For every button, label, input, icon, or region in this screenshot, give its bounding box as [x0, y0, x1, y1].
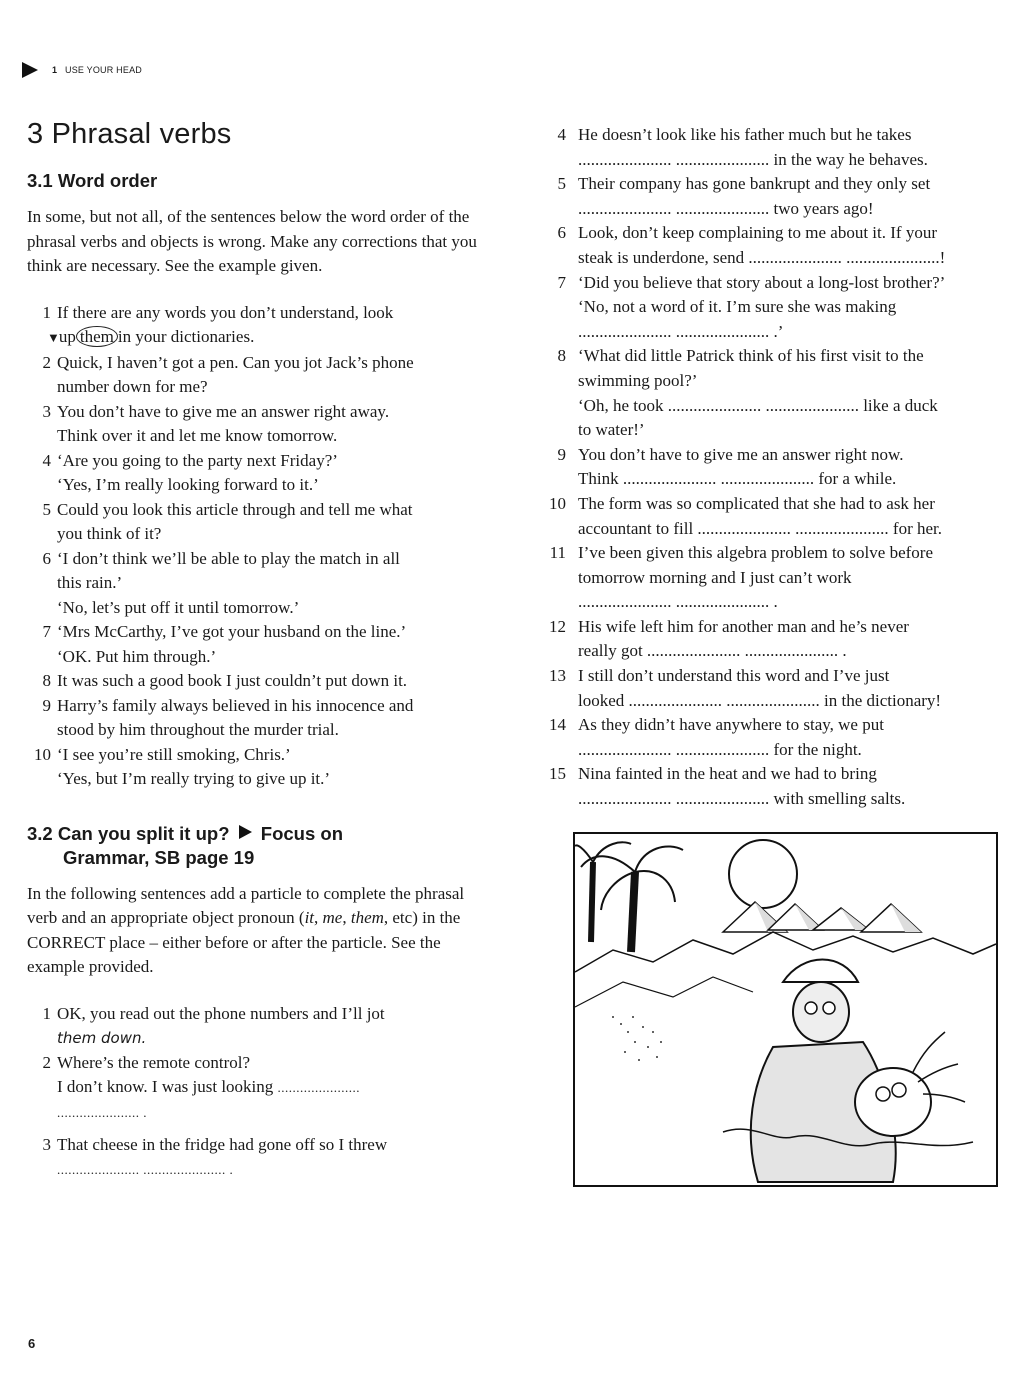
exercise-item: [27, 449, 487, 498]
answer-blank[interactable]: ......................: [277, 1080, 361, 1095]
instructions-sep: ,: [314, 908, 323, 927]
exercise-line: stood by him throughout the murder trial.: [57, 720, 339, 739]
chapter-title: 3 Phrasal verbs: [27, 118, 232, 150]
exercise-number-text: 12: [549, 616, 566, 636]
running-header: [22, 62, 142, 78]
exercise-item: [27, 1002, 487, 1051]
exercise-line: Nina fainted in the heat and we had to bring: [578, 764, 877, 784]
exercise-number: 1: [42, 302, 51, 322]
exercise-number: 1: [42, 1003, 51, 1023]
exercise-text: [578, 713, 1002, 762]
unit-title: USE YOUR HEAD: [65, 65, 142, 75]
instructions-example: them: [350, 908, 384, 927]
exercise-line: ...................... ...................... .’: [578, 321, 784, 341]
exercise-text: [578, 664, 1002, 713]
exercise-line: steak is underdone, send ...................... ......................!: [578, 247, 946, 267]
exercise-number-text: 10: [549, 493, 566, 513]
exercise-number: [540, 172, 578, 221]
exercise-item: [27, 498, 487, 547]
exercise-line: ...................... ...................... .: [578, 592, 778, 612]
exercise-item: [27, 694, 487, 743]
exercise-line: ‘No, let’s put off it until tomorrow.’: [57, 597, 300, 617]
exercise-number: [540, 443, 578, 492]
play-arrow-icon: [239, 825, 252, 839]
exercise-number: 3: [42, 401, 51, 421]
exercise-line: His wife left him for another man and he’s never: [578, 616, 909, 636]
exercise-number-text: 6: [557, 223, 566, 243]
exercise-text: [57, 547, 487, 621]
exercise-line: ...................... ...................... in the way he behaves.: [578, 149, 928, 169]
exercise-number: 2: [42, 1052, 51, 1072]
exercise-text: [57, 449, 487, 498]
exercise-number: [540, 221, 578, 270]
exercise-line: Look, don’t keep complaining to me about it. If your: [578, 223, 937, 243]
exercise-line: It was such a good book I just couldn’t put down it.: [57, 671, 408, 690]
section-instructions: [27, 882, 487, 980]
exercise-text: [578, 221, 1002, 270]
exercise-item: [540, 123, 1002, 172]
exercise-line: OK, you read out the phone numbers and I’ll jot: [57, 1003, 385, 1023]
exercise-number-text: 8: [557, 346, 566, 366]
exercise-line: Quick, I haven’t got a pen. Can you jot Jack’s phone: [57, 352, 414, 372]
exercise-text: [57, 694, 487, 743]
exercise-line: I’ve been given this algebra problem to solve before: [578, 543, 933, 563]
answer-blank[interactable]: ...................... .: [57, 1104, 147, 1120]
exercise-number: [540, 762, 578, 811]
exercise-line: ‘Yes, I’m really looking forward to it.’: [57, 475, 319, 494]
exercise-line: Could you look this article through and tell me what: [57, 499, 413, 519]
instructions-text: , etc) in the CORRECT place – either before or after the particle. See the example provided.: [27, 908, 461, 976]
exercise-item: [540, 541, 1002, 615]
instructions-sep: ,: [342, 908, 351, 927]
exercise-text: [578, 271, 1002, 345]
exercise-number: 9: [42, 695, 51, 715]
exercise-list-continued: [540, 123, 1002, 812]
exercise-number-text: 15: [549, 764, 566, 784]
unit-number: 1: [52, 65, 58, 75]
exercise-number: 8: [42, 671, 51, 690]
exercise-line: [47, 325, 487, 351]
exercise-line: ‘Mrs McCarthy, I’ve got your husband on the line.’: [57, 622, 407, 641]
exercise-number: [540, 344, 578, 442]
exercise-number: [540, 123, 578, 172]
exercise-line: I still don’t understand this word and I’ve just: [578, 666, 890, 686]
exercise-line: If there are any words you don’t understand, look: [57, 302, 394, 322]
exercise-number: [540, 492, 578, 541]
page-number: 6: [28, 1336, 36, 1351]
exercise-item: [27, 1051, 487, 1126]
exercise-number-text: 11: [549, 543, 566, 563]
exercise-line: you think of it?: [57, 524, 162, 543]
exercise-item: [540, 221, 1002, 270]
exercise-text: [578, 344, 1002, 442]
exercise-line: Think ...................... ...................... for a while.: [578, 469, 897, 489]
exercise-number: 5: [42, 499, 51, 519]
exercise-item: [540, 344, 1002, 442]
exercise-line: ‘I see you’re still smoking, Chris.’: [57, 744, 291, 764]
exercise-item: [27, 620, 487, 669]
circled-object: them: [76, 326, 118, 347]
exercise-line-text: I don’t know. I was just looking: [57, 1077, 274, 1096]
section-title: 3.1 Word order: [27, 170, 158, 191]
exercise-text: [578, 172, 1002, 221]
exercise-item: [27, 669, 487, 694]
exercise-line: ...................... ...................... with smelling salts.: [578, 789, 906, 809]
exercise-number: 3: [42, 1135, 51, 1154]
exercise-number: 10: [34, 744, 51, 764]
exercise-line: Think over it and let me know tomorrow.: [57, 426, 338, 445]
exercise-number: [540, 541, 578, 615]
play-arrow-icon: [22, 62, 38, 78]
exercise-text: [57, 1133, 487, 1182]
exercise-item: [540, 271, 1002, 345]
exercise-item: [27, 547, 487, 621]
explorer-illustration: [573, 832, 998, 1187]
exercise-text: [57, 1051, 487, 1126]
exercise-number: 4: [42, 450, 51, 470]
exercise-number: [540, 271, 578, 345]
exercise-number: 2: [42, 352, 51, 372]
exercise-line: ‘What did little Patrick think of his first visit to the: [578, 346, 924, 366]
exercise-text: [578, 492, 1002, 541]
exercise-line: Where’s the remote control?: [57, 1052, 251, 1072]
section-word-order: [27, 169, 487, 792]
exercise-item: [540, 762, 1002, 811]
exercise-item: [540, 713, 1002, 762]
section-title-reference: Focus on: [260, 822, 344, 844]
exercise-number-text: 14: [549, 715, 566, 735]
exercise-line: ‘Yes, but I’m really trying to give up it.’: [57, 769, 331, 788]
exercise-line: ‘Are you going to the party next Friday?’: [57, 450, 338, 470]
exercise-list: [27, 301, 487, 792]
instructions-text: In the following sentences add a particle to complete the phrasal verb and an appropriate object pronoun (: [27, 883, 465, 927]
exercise-item: [540, 172, 1002, 221]
exercise-item: [27, 1133, 487, 1182]
exercise-line: swimming pool?’: [578, 370, 698, 390]
exercise-item: [540, 615, 1002, 664]
exercise-line: You don’t have to give me an answer right away.: [57, 401, 390, 421]
exercise-line: ‘I don’t think we’ll be able to play the match in all: [57, 548, 400, 568]
example-particle: up: [58, 327, 76, 346]
exercise-line: really got ...................... ...................... .: [578, 641, 847, 661]
exercise-item: [27, 400, 487, 449]
section-title-reference-line2: Grammar, SB page 19: [63, 846, 255, 868]
exercise-line: accountant to fill ...................... ...................... for her.: [578, 518, 943, 538]
exercise-number: [540, 713, 578, 762]
exercise-line: ‘OK. Put him through.’: [57, 646, 217, 666]
exercise-line: ‘Did you believe that story about a long-lost brother?’: [578, 272, 946, 292]
exercise-line: The form was so complicated that she had to ask her: [578, 493, 935, 513]
exercise-line: Harry’s family always believed in his innocence and: [57, 695, 414, 715]
exercise-item: [27, 743, 487, 792]
instructions-example: me: [322, 908, 343, 927]
exercise-item: [540, 443, 1002, 492]
exercise-text: [578, 123, 1002, 172]
exercise-number-text: 7: [557, 272, 566, 292]
exercise-line: ‘No, not a word of it. I’m sure she was making: [578, 297, 897, 317]
exercise-text: [57, 669, 487, 694]
exercise-line: ‘Oh, he took ...................... ...................... like a duck: [578, 395, 938, 415]
exercise-text: [578, 541, 1002, 615]
section-title-text: 3.2 Can you split it up?: [27, 822, 230, 844]
exercise-text: [578, 615, 1002, 664]
exercise-text: [57, 1002, 487, 1051]
section-split-it-up: [27, 822, 487, 1183]
exercise-number: [540, 615, 578, 664]
exercise-number: 7: [42, 622, 51, 641]
exercise-text: [578, 443, 1002, 492]
exercise-line: ...................... ...................... for the night.: [578, 739, 862, 759]
exercise-item: [540, 664, 1002, 713]
exercise-number: [540, 664, 578, 713]
exercise-item: [27, 351, 487, 400]
exercise-line: tomorrow morning and I just can’t work: [578, 567, 852, 587]
right-column: [540, 123, 1002, 812]
exercise-item: [540, 492, 1002, 541]
exercise-line: [57, 1075, 487, 1101]
exercise-line: You don’t have to give me an answer right now.: [578, 444, 904, 464]
instructions-example: it: [304, 908, 315, 927]
exercise-number: 6: [42, 548, 51, 568]
exercise-number-text: 9: [557, 444, 566, 464]
answer-blank[interactable]: ...................... ...................... .: [57, 1161, 234, 1177]
exercise-text: [578, 762, 1002, 811]
exercise-list: [27, 1002, 487, 1183]
exercise-line: Their company has gone bankrupt and they only set: [578, 174, 931, 194]
exercise-line-text: in your dictionaries.: [117, 327, 255, 346]
exercise-item: [27, 301, 487, 351]
exercise-text: [57, 743, 487, 792]
insert-caret-icon: ▼: [47, 330, 60, 345]
exercise-text: [47, 301, 487, 351]
exercise-text: [57, 498, 487, 547]
exercise-line: number down for me?: [57, 377, 208, 396]
exercise-text: [57, 400, 487, 449]
example-answer: them down.: [57, 1029, 147, 1047]
section-instructions: In some, but not all, of the sentences below the word order of the phrasal verbs and objects is wrong. Make any corrections that you think are necessary. See the example given.: [27, 207, 477, 275]
exercise-number-text: 5: [557, 174, 566, 194]
exercise-line: That cheese in the fridge had gone off so I threw: [57, 1135, 388, 1154]
exercise-line: As they didn’t have anywhere to stay, we put: [578, 715, 884, 735]
left-column: [27, 118, 487, 1182]
exercise-line: He doesn’t look like his father much but he takes: [578, 125, 912, 144]
exercise-text: [57, 620, 487, 669]
exercise-number-text: 13: [549, 666, 566, 686]
exercise-text: [57, 351, 487, 400]
exercise-line: this rain.’: [57, 573, 123, 592]
exercise-line: looked ...................... ...................... in the dictionary!: [578, 690, 942, 710]
exercise-line: to water!’: [578, 420, 645, 440]
exercise-number-text: 4: [557, 125, 566, 144]
exercise-line: ...................... ...................... two years ago!: [578, 198, 874, 218]
section-title: [27, 822, 487, 870]
